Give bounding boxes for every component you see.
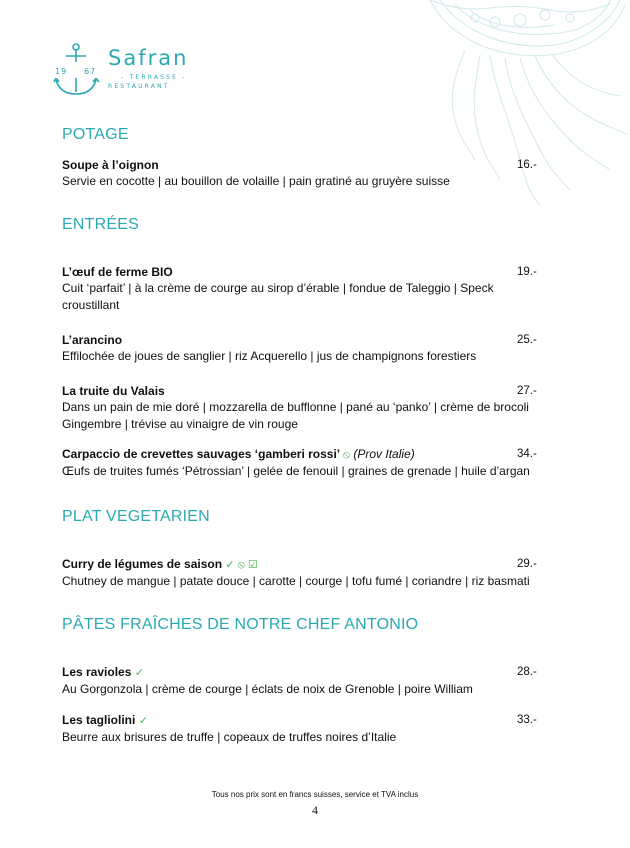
- vegetarian-check-icon: ✓: [134, 667, 144, 679]
- item-name: La truite du Valais: [62, 384, 165, 398]
- item-name-row: [62, 664, 572, 681]
- brand-subtitle-1: TERRASSE: [129, 74, 179, 81]
- item-description: Cuit ‘parfait’ | à la crème de courge au sirop d’érable | fondue de Taleggio | Speck croustillant: [62, 281, 494, 312]
- item-price: 27.-: [517, 385, 537, 397]
- menu-item: [62, 664, 572, 698]
- page-number: 4: [312, 803, 318, 817]
- brand-subtitle-terrasse: - TERRASSE -: [121, 74, 187, 81]
- item-description: Œufs de truites fumés ‘Pétrossian’ | gelée de fenouil | graines de grenade | huile d’argan: [62, 464, 530, 478]
- item-description: Beurre aux brisures de truffe | copeaux de truffes noires d’Italie: [62, 730, 397, 744]
- brand-name: Safran: [108, 46, 189, 70]
- section-title-vegetarien: PLAT VEGETARIEN: [62, 508, 210, 525]
- item-name-row: [62, 556, 572, 573]
- section-title-pates: PÂTES FRAÎCHES DE NOTRE CHEF ANTONIO: [62, 616, 419, 633]
- item-description: Servie en cocotte | au bouillon de volaille | pain gratiné au gruyère suisse: [62, 174, 450, 188]
- menu-item: [62, 446, 572, 480]
- item-price: 33.-: [517, 714, 537, 726]
- item-price: 29.-: [517, 558, 537, 570]
- item-name: Soupe à l’oignon: [62, 158, 159, 172]
- item-description: Effilochée de joues de sanglier | riz Acquerello | jus de champignons forestiers: [62, 349, 477, 363]
- logo-year-right: 67: [84, 67, 97, 76]
- menu-item: [62, 712, 572, 746]
- logo-year-left: 19: [55, 67, 68, 76]
- item-name-row: [62, 446, 572, 463]
- item-name: L’œuf de ferme BIO: [62, 265, 173, 279]
- price-info-note: Tous nos prix sont en francs suisses, service et TVA inclus: [211, 790, 419, 799]
- diet-badge-icons: ✓ ⦸ ☑: [225, 559, 258, 571]
- item-price: 25.-: [517, 334, 537, 346]
- item-price: 28.-: [517, 666, 537, 678]
- brand-subtitle-restaurant: RESTAURANT: [108, 83, 170, 90]
- item-origin-note: (Prov Italie): [353, 447, 415, 461]
- item-price: 16.-: [517, 159, 537, 171]
- item-description: Au Gorgonzola | crème de courge | éclats de noix de Grenoble | poire William: [62, 682, 473, 696]
- item-name-row: [62, 712, 572, 729]
- item-description: Chutney de mangue | patate douce | carotte | courge | tofu fumé | coriandre | riz basmati: [62, 574, 530, 588]
- menu-item: [62, 383, 572, 433]
- item-name: Les ravioles: [62, 665, 132, 679]
- section-title-entrees: ENTRÉES: [62, 216, 139, 233]
- allergen-badge-icons: ⦸: [342, 449, 351, 461]
- menu-item: [62, 264, 572, 314]
- menu-item: [62, 556, 572, 590]
- section-title-potage: POTAGE: [62, 126, 129, 143]
- item-name: Curry de légumes de saison: [62, 557, 223, 571]
- menu-item: [62, 157, 572, 190]
- item-name: Les tagliolini: [62, 713, 136, 727]
- item-description: Dans un pain de mie doré | mozzarella de bufflonne | pané au ‘panko’ | crème de brocoli Gingembre | trévise au vinaigre de vin rouge: [62, 400, 529, 431]
- restaurant-logo: [52, 42, 212, 102]
- vegetarian-check-icon: ✓: [138, 715, 148, 727]
- item-price: 19.-: [517, 266, 537, 278]
- item-name: L’arancino: [62, 333, 123, 347]
- item-name: Carpaccio de crevettes sauvages ‘gamberi rossi’: [62, 447, 340, 461]
- item-price: 34.-: [517, 448, 537, 460]
- menu-item: [62, 332, 572, 365]
